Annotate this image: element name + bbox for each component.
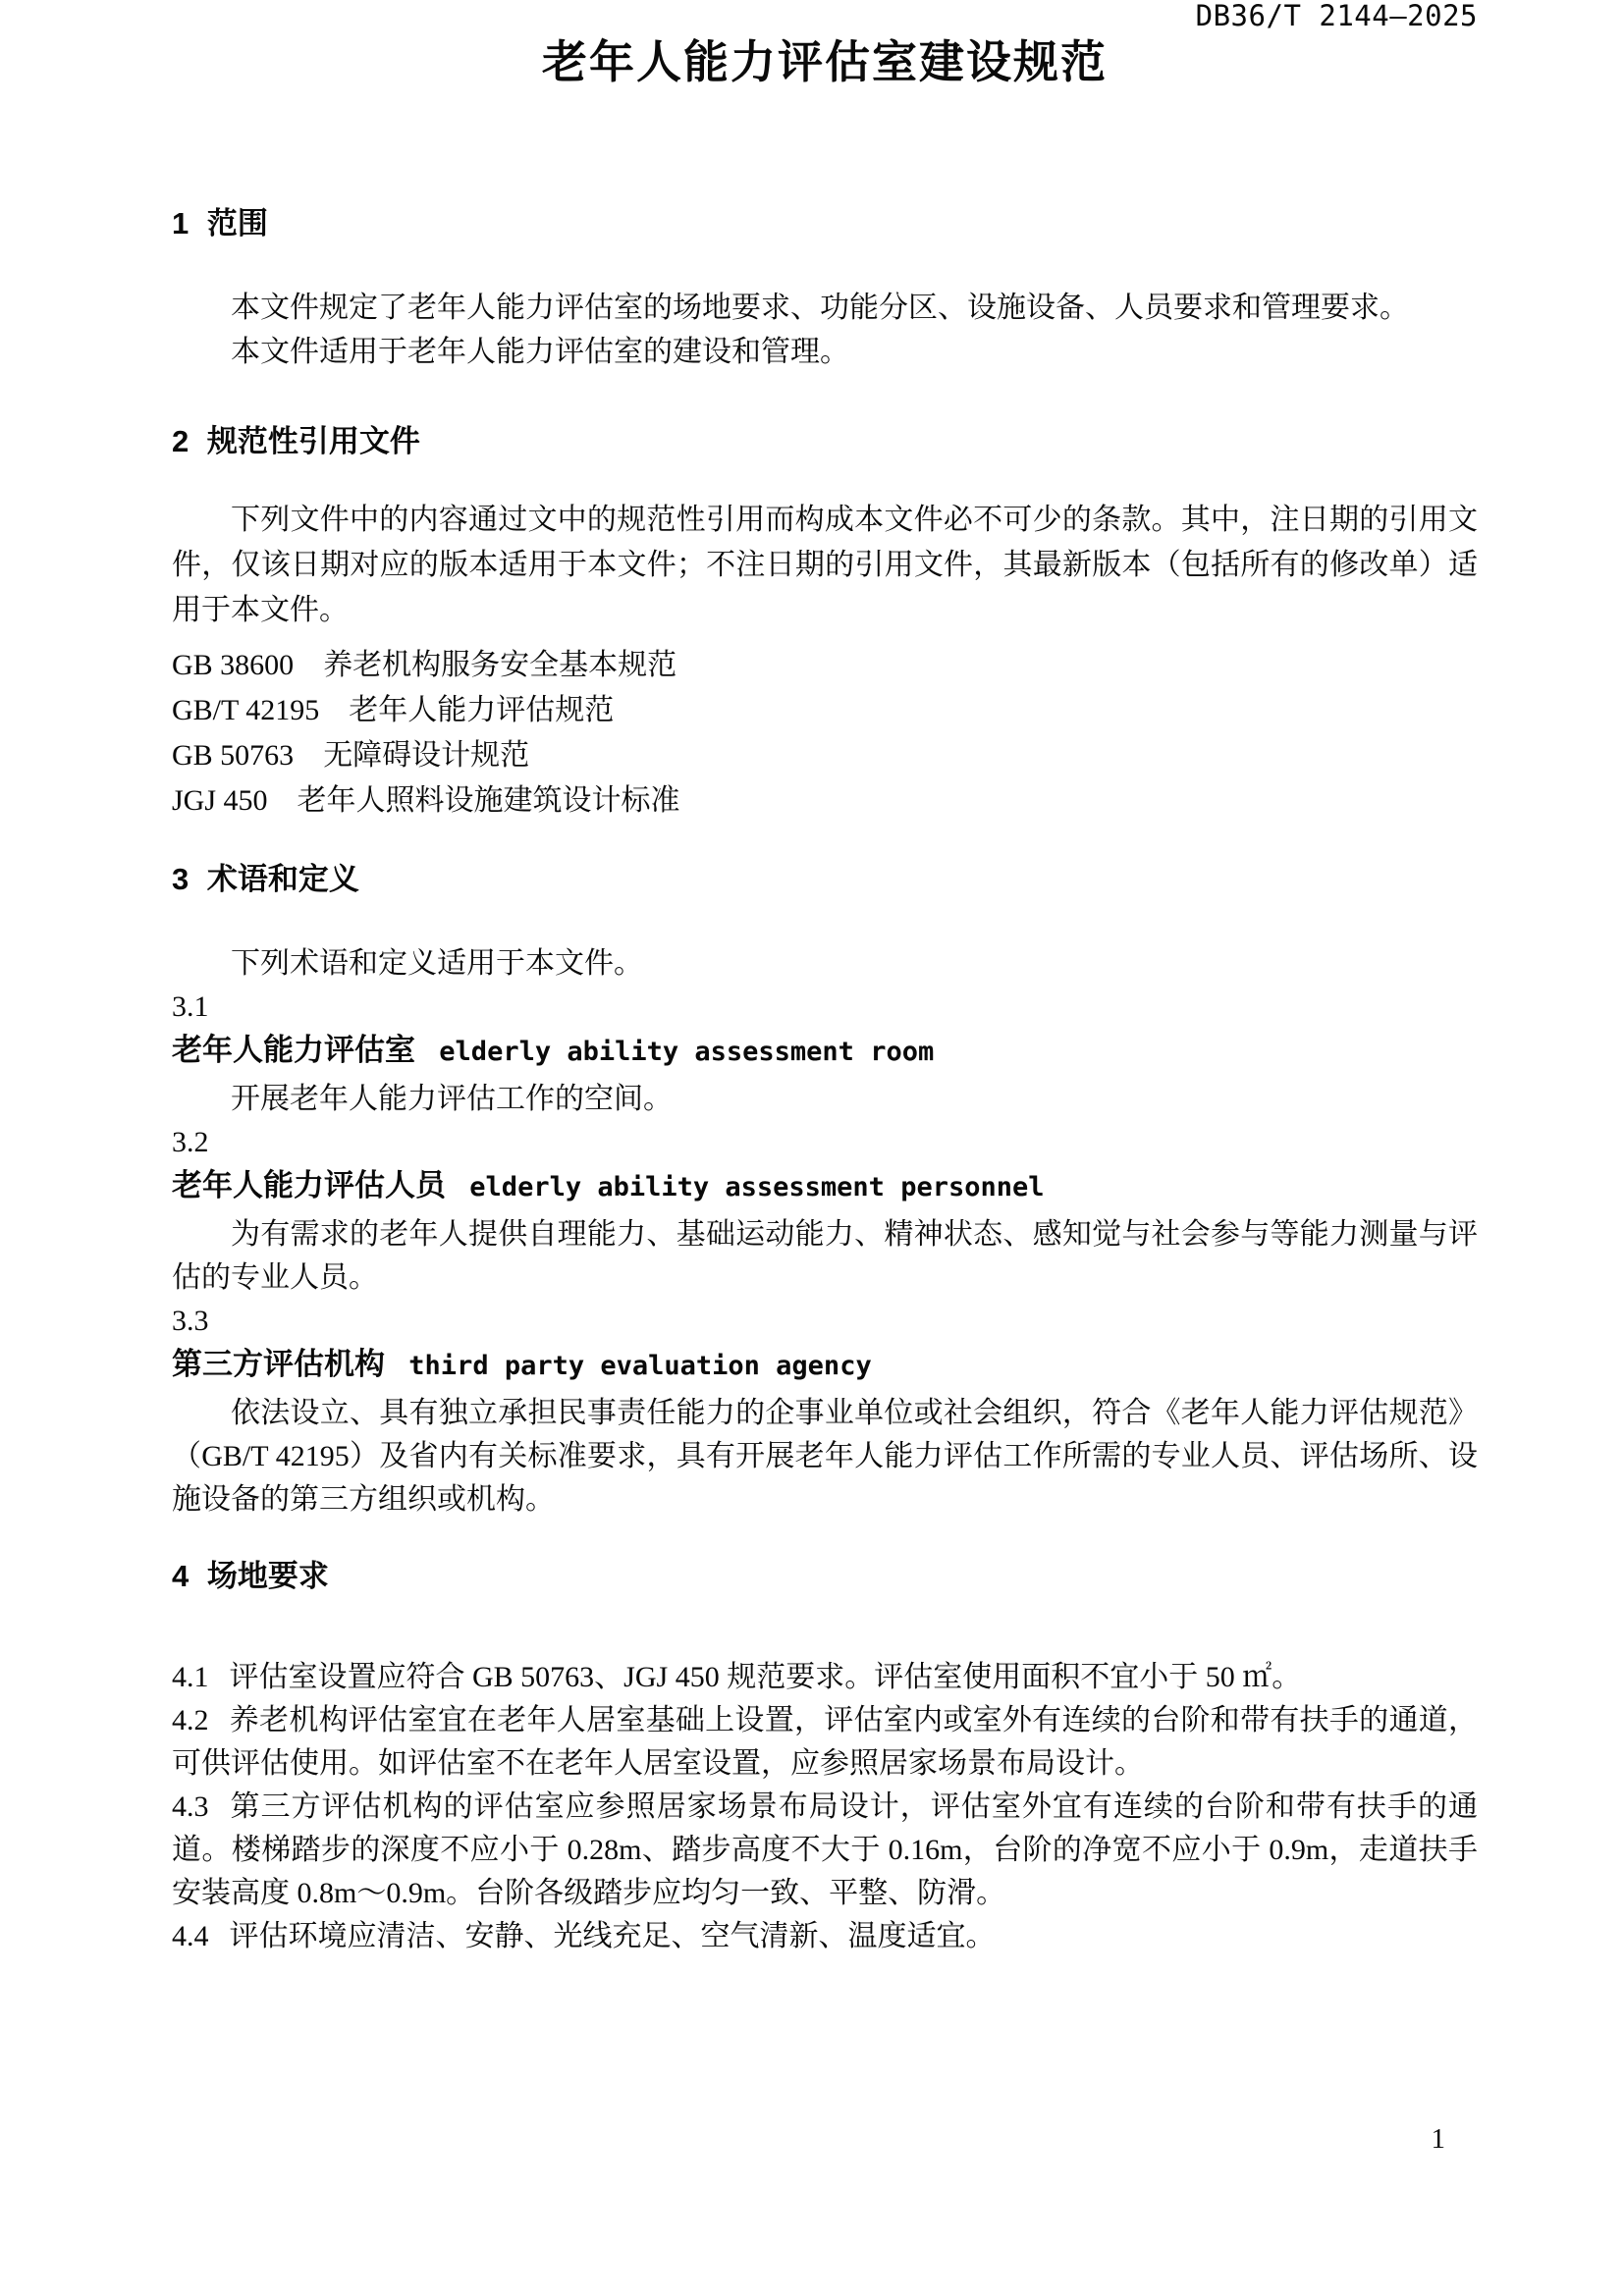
section-1-heading [172, 203, 1478, 244]
reference-item [172, 733, 1478, 778]
section-4-label: 场地要求 [206, 1559, 329, 1593]
reference-code: GB/T 42195 [172, 694, 320, 726]
term-item-3-2 [172, 1121, 1478, 1300]
term-name-zh: 第三方评估机构 [172, 1347, 385, 1381]
term-definition: 依法设立、具有独立承担民事责任能力的企事业单位或社会组织，符合《老年人能力评估规范》（GB/T 42195）及省内有关标准要求，具有开展老年人能力评估工作所需的专业人员、评估场所、设施设备的第三方组织或机构。 [172, 1397, 1478, 1516]
doc-title: 老年人能力评估室建设规范 [542, 36, 1108, 87]
reference-code: GB 50763 [172, 739, 295, 772]
section-4-heading [172, 1556, 1478, 1597]
term-item-3-1 [172, 986, 1478, 1121]
section-2-heading [172, 421, 1478, 462]
clause-text: 评估环境应清洁、安静、光线充足、空气清新、温度适宜。 [229, 1920, 996, 1952]
clause-4-2 [172, 1699, 1478, 1786]
term-definition: 为有需求的老年人提供自理能力、基础运动能力、精神状态、感知觉与社会参与等能力测量与评估的专业人员。 [172, 1218, 1478, 1294]
reference-title: 老年人照料设施建筑设计标准 [297, 784, 680, 817]
reference-code: GB 38600 [172, 649, 295, 681]
section-1-label: 范围 [206, 206, 268, 240]
term-name-line [172, 1029, 1478, 1078]
page-number: 1 [1431, 2123, 1445, 2155]
term-name-en: third party evaluation agency [408, 1351, 872, 1381]
term-item-3-3 [172, 1300, 1478, 1522]
terms-intro: 下列术语和定义适用于本文件。 [231, 947, 643, 980]
term-name-zh: 老年人能力评估室 [172, 1033, 415, 1067]
reference-title: 老年人能力评估规范 [349, 694, 615, 726]
reference-item [172, 778, 1478, 824]
scope-paragraph-2: 本文件适用于老年人能力评估室的建设和管理。 [231, 336, 849, 368]
reference-title: 无障碍设计规范 [323, 739, 530, 772]
page-content [172, 0, 1478, 1958]
term-name-zh: 老年人能力评估人员 [172, 1168, 446, 1202]
reference-code: JGJ 450 [172, 784, 268, 817]
section-2-label: 规范性引用文件 [206, 424, 420, 458]
term-name-line [172, 1343, 1478, 1392]
term-number: 3.2 [172, 1126, 209, 1158]
clause-4-4 [172, 1915, 1478, 1958]
section-1-number: 1 [172, 206, 189, 240]
doc-number: DB36/T 2144—2025 [1195, 0, 1478, 32]
clause-text: 评估室设置应符合 GB 50763、JGJ 450 规范要求。评估室使用面积不宜小于 50 ㎡。 [229, 1661, 1302, 1693]
clause-number: 4.1 [172, 1661, 209, 1693]
section-3-number: 3 [172, 862, 189, 896]
clause-number: 4.2 [172, 1704, 209, 1736]
term-definition: 开展老年人能力评估工作的空间。 [231, 1083, 673, 1115]
scope-paragraph-1: 本文件规定了老年人能力评估室的场地要求、功能分区、设施设备、人员要求和管理要求。 [231, 292, 1409, 324]
section-3-heading [172, 859, 1478, 900]
clause-4-3 [172, 1786, 1478, 1915]
reference-item [172, 688, 1478, 733]
clause-4-1 [172, 1656, 1478, 1699]
clause-number: 4.4 [172, 1920, 209, 1952]
term-name-en: elderly ability assessment personnel [469, 1172, 1045, 1202]
reference-item [172, 643, 1478, 688]
section-4-number: 4 [172, 1559, 189, 1593]
term-number: 3.1 [172, 990, 209, 1023]
clause-number: 4.3 [172, 1790, 209, 1823]
term-number: 3.3 [172, 1305, 209, 1337]
term-name-en: elderly ability assessment room [439, 1037, 935, 1067]
term-name-line [172, 1164, 1478, 1213]
clause-text: 第三方评估机构的评估室应参照居家场景布局设计，评估室外宜有连续的台阶和带有扶手的通道。楼梯踏步的深度不应小于 0.28m、踏步高度不大于 0.16m，台阶的净宽不应小于 0.9m，走道扶手安装高度 0.8m～0.9m。台阶各级踏步应均匀一致、平整、防滑。 [172, 1790, 1478, 1909]
reference-title: 养老机构服务安全基本规范 [323, 649, 677, 681]
clause-text: 养老机构评估室宜在老年人居室基础上设置，评估室内或室外有连续的台阶和带有扶手的通道，可供评估使用。如评估室不在老年人居室设置，应参照居家场景布局设计。 [172, 1704, 1478, 1780]
section-3-label: 术语和定义 [206, 862, 359, 896]
normative-references-paragraph: 下列文件中的内容通过文中的规范性引用而构成本文件必不可少的条款。其中，注日期的引用文件，仅该日期对应的版本适用于本文件；不注日期的引用文件，其最新版本（包括所有的修改单）适用于本文件。 [172, 504, 1478, 626]
section-2-number: 2 [172, 424, 189, 458]
